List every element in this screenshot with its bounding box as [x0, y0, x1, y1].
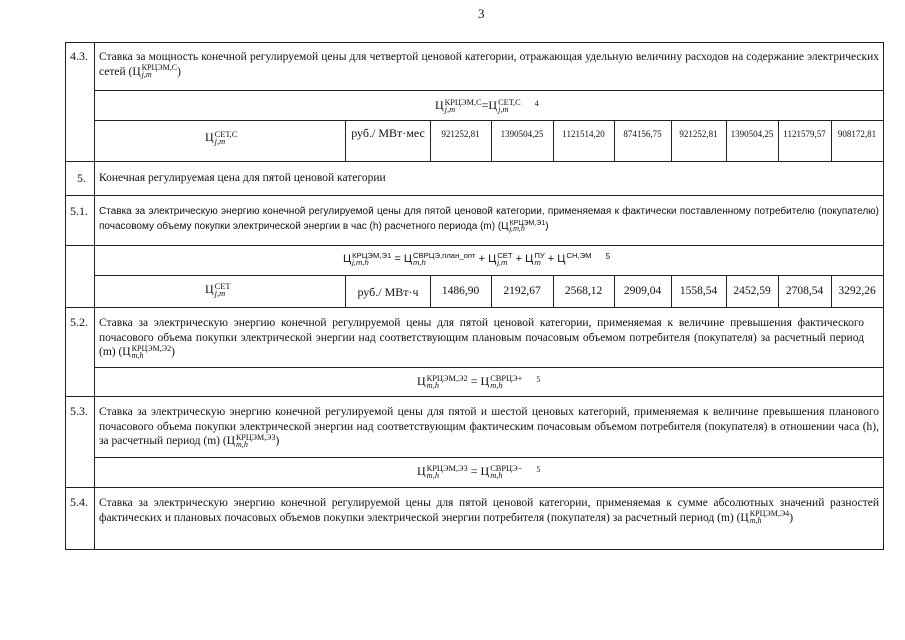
row-5-text: Конечная регулируемая цена для пятой ценовой категории	[99, 172, 386, 184]
row-4-3-value-5: 921252,81	[679, 129, 718, 139]
row-5-3-formula: Ц КРЦЭМ,Э3 m,h = Ц СВРЦЭ− m,h $^5$	[417, 463, 541, 480]
row-5-number: 5.	[77, 171, 86, 185]
row-5-3-text: Ставка за электрическую энергию конечной регулируемой цены для пятой и шестой ценовых категорий, применяемая к величине превышения планового почасового объема покупки электрической энергии над соответствующим фактическим почасовым объемом потребителя (покупателя) в отношении часа (h), за расчетный период (m) (Ц КРЦЭМ,Э3 m,h )	[99, 406, 879, 449]
row-5-1-value-3: 2568,12	[564, 285, 603, 297]
row-4-3-value-4: 874156,75	[623, 129, 662, 139]
row-5-1-value-5: 1558,54	[679, 285, 718, 297]
row-5-1-text: Ставка за электрическую энергию конечной регулируемой цены для пятой ценовой категории, применяемая к фактически поставленному потребителю (покупателю) почасовому объему покупки электрической энергии в час (h) расчетного периода (m) (Ц КРЦЭМ,Э1 j,m,h )	[99, 206, 879, 233]
row-4-3-value-3: 1121514,20	[562, 129, 605, 139]
row-5-1-value-2: 2192,67	[503, 285, 541, 297]
row-5-4-text: Ставка за электрическую энергию конечной регулируемой цены для пятой ценовой категории, применяемая к сумме абсолютных значений разностей фактических и плановых почасовых объемов покупки электрической энергии потребителя (покупателя) за расчетный период (m) (Ц КРЦЭМ,Э4 m,h )	[99, 497, 879, 526]
row-4-3-parameter: Ц СЕТ,С j,m	[205, 129, 238, 146]
row-5-2-text: Ставка за электрическую энергию конечной регулируемой цены для пятой ценовой категории, применяемая к величине превышения фактического почасового объема покупки электрической энергии над соответствующим плановым почасовым объемом потребителя (покупателя) за расчетный период (m) (Ц КРЦЭМ,Э2 m,h )	[99, 317, 864, 360]
row-5-1-value-7: 2708,54	[785, 285, 824, 297]
row-5-2-formula: Ц КРЦЭМ,Э2 m,h = Ц СВРЦЭ+ m,h $^5$	[417, 373, 541, 390]
row-5-1-value-8: 3292,26	[838, 285, 876, 297]
row-4-3-value-7: 1121579,57	[783, 129, 826, 139]
row-4-3-formula: Ц КРЦЭМ,С j,m =Ц СЕТ,С j,m $^4$	[435, 97, 539, 114]
row-5-1-number: 5.1.	[70, 204, 88, 218]
row-4-3-value-8: 908172,81	[837, 129, 877, 139]
tariff-table	[65, 42, 884, 550]
row-5-1-value-6: 2452,59	[733, 285, 771, 297]
row-5-1-parameter: Ц СЕТ j,m	[205, 281, 231, 298]
row-5-2-number: 5.2.	[70, 315, 88, 329]
row-4-3-number: 4.3.	[70, 49, 88, 63]
row-4-3-value-6: 1390504,25	[730, 129, 774, 139]
row-4-3-value-1: 921252,81	[441, 129, 480, 139]
row-5-1-formula: Ц КРЦЭМ,Э1 j,m,h = Ц СВРЦЭ,план_опт m,h + Ц СЕТ j,m + Ц ПУ m + Ц СН,ЭМ $^5$	[343, 251, 611, 267]
row-5-4-number: 5.4.	[70, 495, 88, 509]
page-number: 3	[478, 6, 485, 21]
row-5-1-unit: руб./ МВт·ч	[357, 285, 419, 299]
row-5-1-value-4: 2909,04	[623, 285, 662, 297]
row-5-3-number: 5.3.	[70, 404, 88, 418]
row-5-1-value-1: 1486,90	[441, 285, 480, 297]
row-4-3-value-2: 1390504,25	[500, 129, 544, 139]
row-4-3-text: Ставка за мощность конечной регулируемой цены для четвертой ценовой категории, отражающая удельную величину расходов на содержание электрических сетей (Ц КРЦЭМ,С j,m )	[99, 51, 879, 80]
row-4-3-unit: руб./ МВт·мес	[351, 126, 425, 140]
